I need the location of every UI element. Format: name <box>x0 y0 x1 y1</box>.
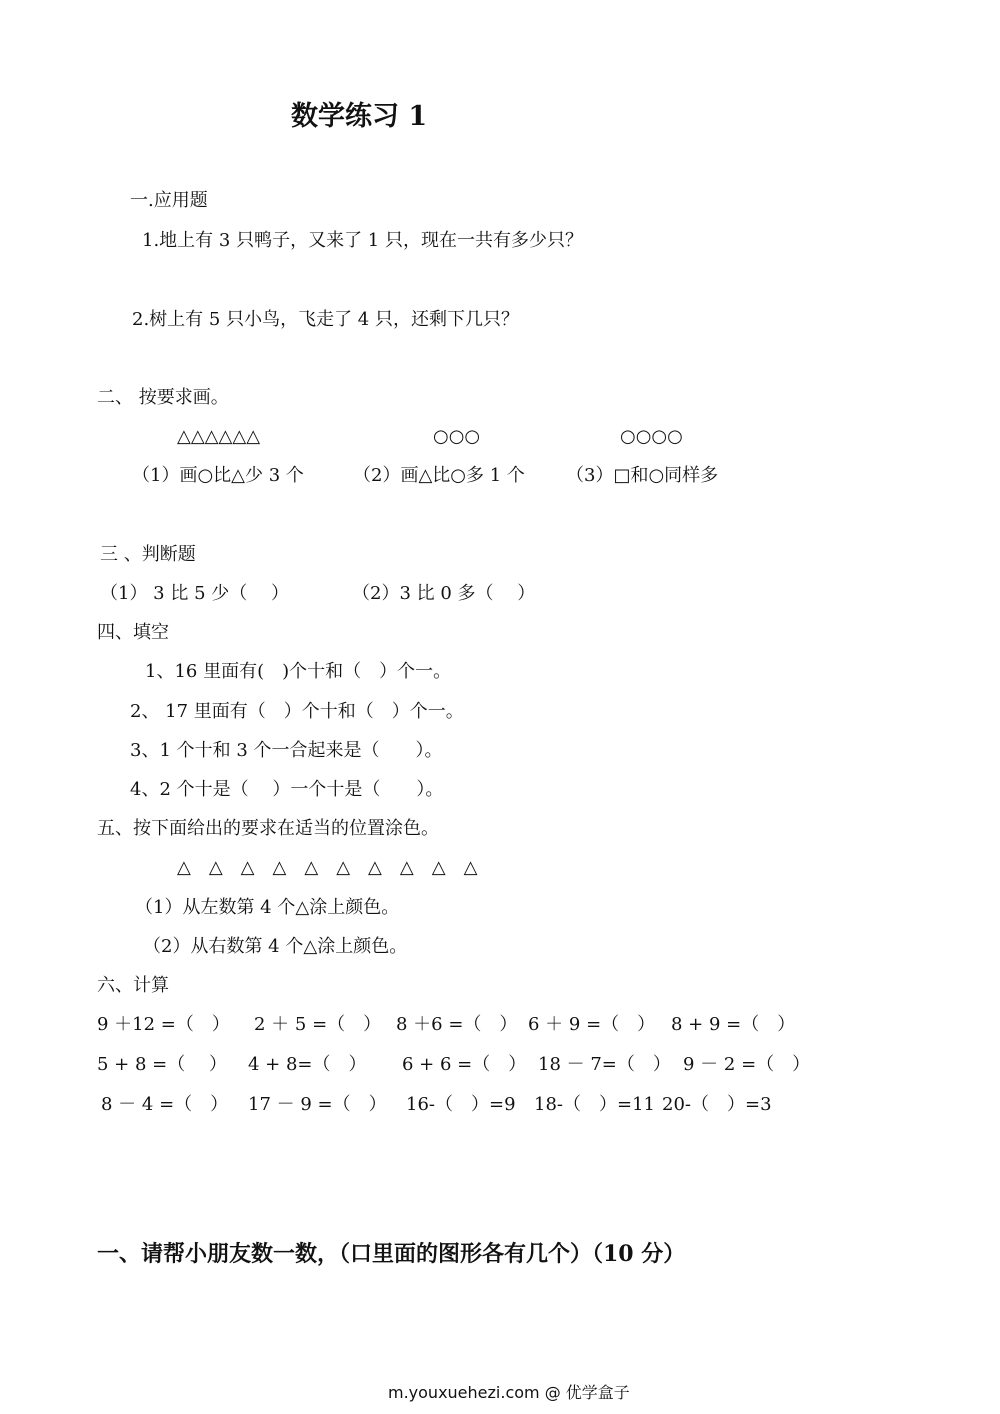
draw-task-2: （2）画△比○多 1 个 <box>353 465 525 486</box>
color-item-2: （2）从右数第 4 个△涂上颜色。 <box>143 936 408 957</box>
calc-expression: 8 － 4 =（ ） <box>101 1094 229 1115</box>
calc-expression: 18-（ ）=11 <box>534 1094 655 1115</box>
judge-item-2: （2）3 比 0 多（ ） <box>352 583 536 604</box>
fill-item-2: 2、 17 里面有（ ）个十和（ ）个一。 <box>130 701 464 722</box>
triangle-row-10: △ △ △ △ △ △ △ △ △ △ <box>177 857 478 878</box>
section-1-heading: 一.应用题 <box>130 190 208 211</box>
calc-expression: 6 + 6 =（ ） <box>402 1054 527 1075</box>
calc-expression: 9 ＋12 =（ ） <box>97 1014 230 1035</box>
calc-expression: 20-（ ）=3 <box>662 1094 772 1115</box>
calc-expression: 6 ＋ 9 =（ ） <box>528 1014 656 1035</box>
page-title: 数学练习 1 <box>291 101 428 132</box>
calc-expression: 18 － 7=（ ） <box>538 1054 671 1075</box>
fill-item-3: 3、1 个十和 3 个一合起来是（ ）。 <box>130 740 443 761</box>
calc-expression: 9 － 2 =（ ） <box>683 1054 811 1075</box>
section-4-heading: 四、填空 <box>97 622 169 643</box>
fill-item-4: 4、2 个十是（ ）一个十是（ ）。 <box>130 779 444 800</box>
judge-item-1: （1） 3 比 5 少（ ） <box>100 583 289 604</box>
fill-item-1: 1、16 里面有( )个十和（ ）个一。 <box>145 661 452 682</box>
section-7-heading: 一、请帮小朋友数一数，（口里面的图形各有几个）（10 分） <box>97 1241 686 1267</box>
draw-task-3: （3）□和○同样多 <box>566 465 719 486</box>
calc-expression: 8 + 9 =（ ） <box>671 1014 796 1035</box>
calc-expression: 16-（ ）=9 <box>406 1094 516 1115</box>
calc-expression: 8 ＋6 =（ ） <box>396 1014 518 1035</box>
section-2-heading: 二、 按要求画。 <box>97 387 229 408</box>
triangle-row: △△△△△△ <box>177 426 261 447</box>
draw-task-1: （1）画○比△少 3 个 <box>132 465 304 486</box>
section-6-heading: 六、计算 <box>97 975 169 996</box>
circle-row-3: ○○○ <box>433 426 481 447</box>
calc-expression: 4 + 8=（ ） <box>248 1054 367 1075</box>
question-1: 1.地上有 3 只鸭子，又来了 1 只，现在一共有多少只？ <box>142 230 583 251</box>
question-2: 2.树上有 5 只小鸟，飞走了 4 只，还剩下几只？ <box>132 309 519 330</box>
calc-expression: 17 － 9 =（ ） <box>248 1094 387 1115</box>
section-3-heading: 三 、判断题 <box>100 544 196 565</box>
circle-row-4: ○○○○ <box>620 426 683 447</box>
footer-watermark: m.youxuehezi.com @ 优学盒子 <box>388 1383 630 1402</box>
calc-expression: 5 + 8 =（ ） <box>97 1054 227 1075</box>
section-5-heading: 五、按下面给出的要求在适当的位置涂色。 <box>97 818 439 839</box>
calc-expression: 2 ＋ 5 =（ ） <box>254 1014 382 1035</box>
color-item-1: （1）从左数第 4 个△涂上颜色。 <box>135 897 400 918</box>
